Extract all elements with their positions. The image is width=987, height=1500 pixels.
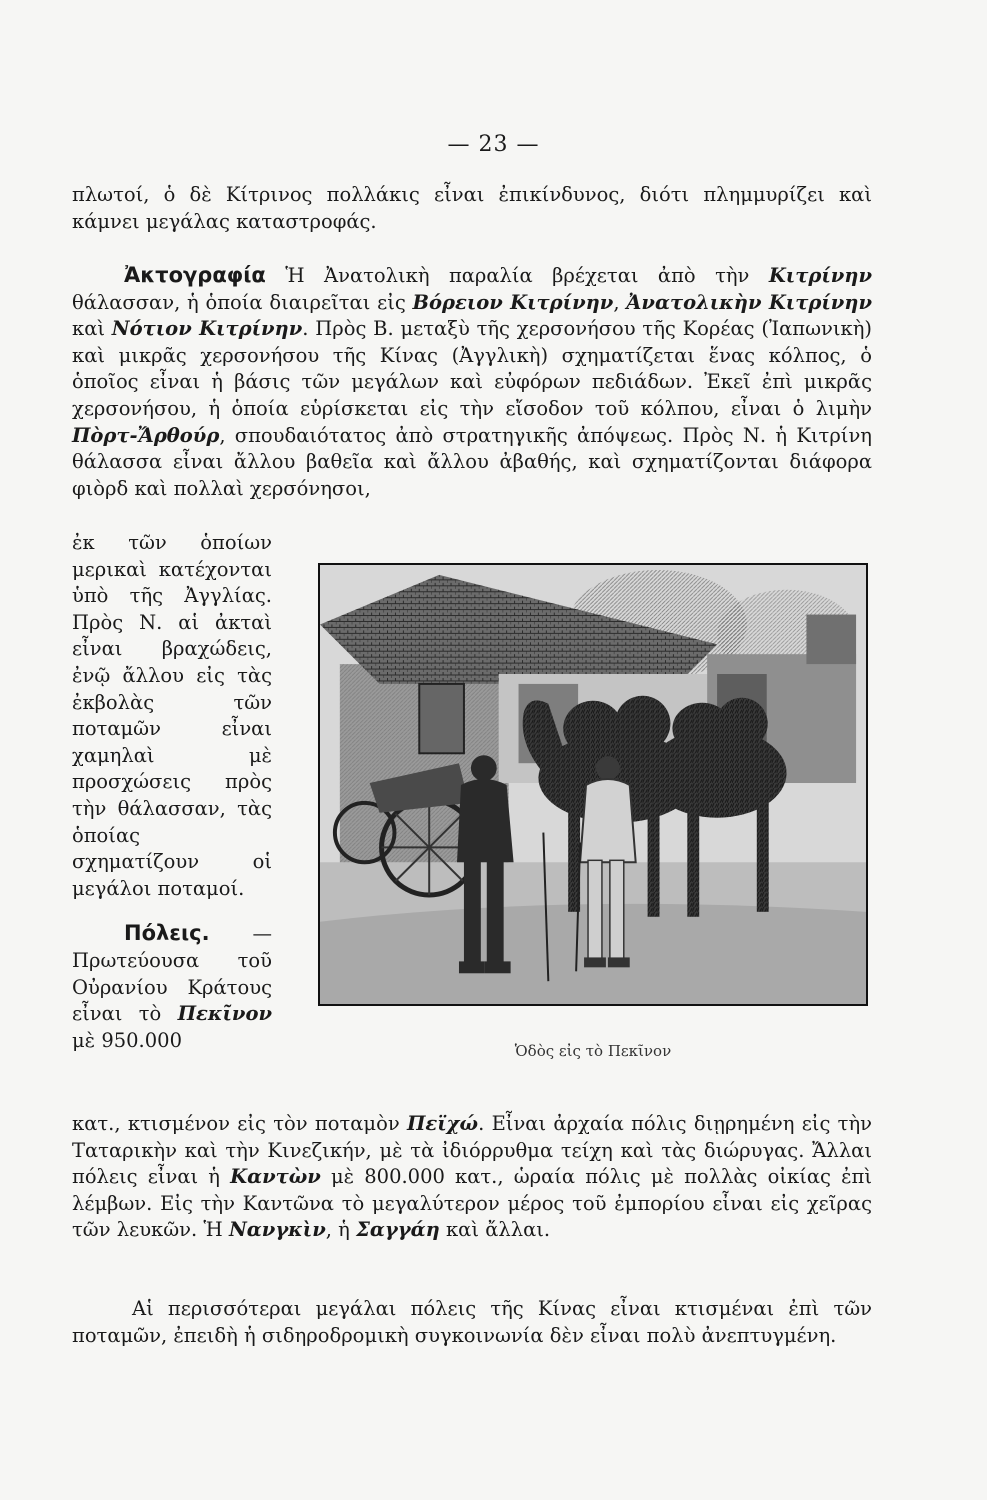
left-column-paragraph: ἐκ τῶν ὁποίων μερικαὶ κατέχονται ὑπὸ τῆς Ἀγγλίας. Πρὸς Ν. αἱ ἀκταὶ εἶναι βραχώδεις, ἐνῷ ἄλλου εἰς τὰς ἐκβολὰς τῶν ποταμῶν εἶναι χαμηλαὶ μὲ προσχώσεις πρὸς τὴν θάλασσαν, τὰς ὁποίας σχηματίζουν οἱ μεγάλοι ποταμοί. xyxy=(72,531,272,900)
text-run: Ἡ Ἀνατολικὴ παραλία βρέχεται ἀπὸ τὴν xyxy=(265,264,769,287)
text-run: μὲ 950.000 xyxy=(72,1028,182,1052)
paragraph-intro: πλωτοί, ὁ δὲ Κίτρινος πολλάκις εἶναι ἐπικίνδυνος, διότι πλημμυρίζει καὶ κάμνει μεγάλας καταστροφάς. xyxy=(72,183,872,233)
emphasis-term: Σαγγάη xyxy=(356,1218,440,1242)
paragraph-peking xyxy=(72,1111,872,1244)
text-run: καὶ xyxy=(72,317,112,341)
emphasis-term: Ἀνατολικὴν Κιτρίνην xyxy=(626,290,872,314)
page-number: — 23 — xyxy=(447,132,540,157)
text-run: μὲ 800.000 κατ., ὡραία πόλις μὲ πολλὰς οἰκίας ἐπὶ λέμβων. Εἰς τὴν Καντῶνα τὸ μεγαλύτερον μέρος τοῦ ἐμπορίου εἶναι εἰς χεῖρας τῶν λευκῶν. Ἡ xyxy=(72,1165,873,1242)
text-run: , xyxy=(613,290,627,314)
emphasis-term: Πεϊχώ xyxy=(406,1112,479,1135)
paragraph-coast xyxy=(72,262,872,502)
section-heading-coast: Ἀκτογραφία xyxy=(124,263,266,287)
paragraph-cities xyxy=(72,920,272,1054)
text-run: καὶ ἄλλαι. xyxy=(439,1218,551,1242)
emphasis-term: Βόρειον Κιτρίνην xyxy=(412,290,614,314)
emphasis-term: Κιτρίνην xyxy=(768,264,872,287)
section-heading-cities: Πόλεις. xyxy=(124,921,210,946)
emphasis-term: Νανγκὶν xyxy=(228,1218,326,1242)
figure-caption: Ὁδὸς εἰς τὸ Πεκῖνον xyxy=(514,1042,672,1060)
text-run: Πρωτεύουσα τοῦ Οὐρανίου Κράτους εἶναι τὸ xyxy=(72,948,272,1026)
text-run: κατ., κτισμένον εἰς τὸν ποταμὸν xyxy=(72,1112,407,1135)
paragraph-conclusion: Αἱ περισσότεραι μεγάλαι πόλεις τῆς Κίνας εἶναι κτισμέναι ἐπὶ τῶν ποταμῶν, ἐπειδὴ ἡ σιδηροδρομικὴ συγκοινωνία δὲν εἶναι πολὺ ἀνεπτυγμένη. xyxy=(72,1297,872,1347)
text-run: . Εἶναι ἀρχαία πόλις διῃρημένη εἰς τὴν Ταταρικὴν καὶ τὴν Κινεζικήν, μὲ τὰ ἰδιόρρυθμα τείχη καὶ τὰς διώρυγας. Ἄλλαι πόλεις εἶναι ἡ xyxy=(72,1112,872,1189)
street-scene-drawing xyxy=(320,565,866,1004)
text-run: , σπουδαιότατος ἀπὸ στρατηγικῆς ἀπόψεως. Πρὸς Ν. ἡ Κιτρίνη θάλασσα εἶναι ἄλλου βαθεῖα καὶ ἄλλου ἀβαθής, καὶ σχηματίζονται διάφορα φιὸρδ καὶ πολλαὶ χερσόνησοι, xyxy=(72,423,872,500)
emphasis-term: Πεκῖνον xyxy=(177,1002,272,1026)
text-run: θάλασσαν, ἡ ὁποία διαιρεῖται εἰς xyxy=(72,290,413,314)
left-column-text xyxy=(72,530,272,1054)
text-run: . Πρὸς Β. μεταξὺ τῆς χερσονήσου τῆς Κορέας (Ἰαπωνικὴ) καὶ μικρᾶς χερσονήσου τῆς Κίνας (Ἀγγλικὴ) σχηματίζεται ἕνας κόλπος, ὁ ὁποῖος εἶναι ἡ βάσις τῶν μεγάλων καὶ εὐφόρων πεδιάδων. Ἐκεῖ ἐπὶ μικρᾶς χερσονήσου, ἡ ὁποία εὑρίσκεται εἰς τὴν εἴσοδον τοῦ κόλπου, εἶναι ὁ λιμὴν xyxy=(72,317,872,420)
emphasis-term: Καντὼν xyxy=(230,1165,321,1189)
engraving-illustration xyxy=(318,563,868,1006)
emphasis-term: Πὸρτ-Ἄρθούρ xyxy=(72,423,220,447)
text-run: — xyxy=(209,922,272,946)
text-run: , ἡ xyxy=(325,1218,357,1242)
emphasis-term: Νότιον Κιτρίνην xyxy=(111,317,303,341)
